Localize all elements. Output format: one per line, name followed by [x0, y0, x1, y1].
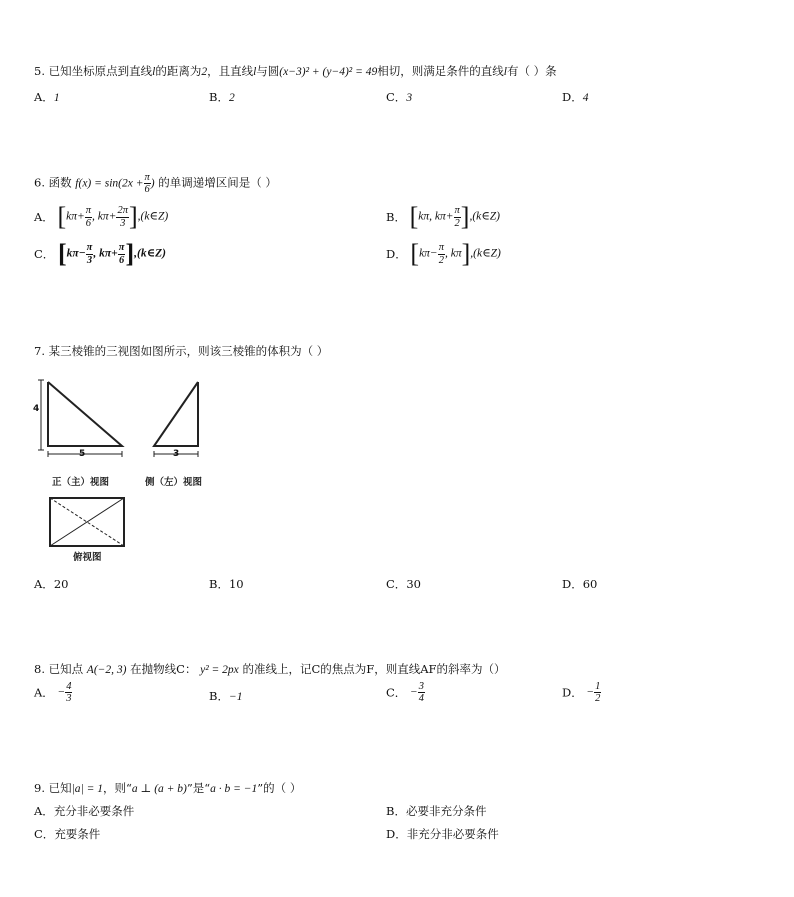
q9-option-a: A．充分非必要条件	[34, 804, 135, 818]
q9-option-c: C．充要条件	[34, 827, 101, 841]
q6-option-a-interval: [kπ+ $\frac{\pi}{6}$ , kπ+ $\frac{2\pi}{3}$ ],(k∈Z)	[57, 202, 169, 231]
q6-option-a: A． [kπ+ $\frac{\pi}{6}$ , kπ+ $\frac{2\pi}{3}$ ],(k∈Z)	[34, 202, 169, 231]
q8-option-a: A． − $\frac{4}{3}$	[34, 681, 72, 705]
q7-front-height-dimension	[38, 380, 44, 450]
q8-option-d: D． − $\frac{1}{2}$	[562, 681, 601, 705]
q7-side-view-label: 侧（左）视图	[145, 477, 203, 488]
q6-option-c-interval: [kπ− $\frac{\pi}{3}$ , kπ+ $\frac{\pi}{6}$ ],(k∈Z)	[57, 239, 166, 268]
q7-three-view-figure	[30, 370, 220, 570]
q9-option-d: D．非充分非必要条件	[386, 827, 499, 841]
q6-option-b-interval: [kπ, kπ+ $\frac{\pi}{2}$ ],(k∈Z)	[409, 202, 501, 231]
q5-option-c: C．3	[386, 90, 413, 104]
q7-top-diagonal	[50, 498, 124, 546]
q8-parabola: y² = 2px	[200, 664, 239, 676]
q7-top-view-label: 俯视图	[73, 552, 102, 563]
q7-height-label: 4	[33, 404, 40, 414]
q7-option-d: D．60	[562, 577, 598, 591]
q8-option-c: C． − $\frac{3}{4}$	[386, 681, 424, 705]
q6-option-d-interval: [kπ− $\frac{\pi}{2}$ , kπ],(k∈Z)	[410, 239, 501, 268]
q9-option-b: B．必要非充分条件	[386, 804, 487, 818]
q5-stem: 5. 已知坐标原点到直线l的距离为2，且直线l与圆(x−3)² + (y−4)² = 49相切，则满足条件的直线l有（ ）条	[34, 64, 557, 78]
q5-option-d: D．4	[562, 90, 589, 104]
q5-circle-equation: (x−3)² + (y−4)² = 49	[279, 66, 378, 78]
q9-condition: |a| = 1	[71, 783, 103, 795]
q7-front-view-label: 正（主）视图	[52, 477, 110, 488]
q5-option-b: B．2	[209, 90, 235, 104]
q7-option-b: B．10	[209, 577, 244, 591]
q7-side-base-label: 3	[173, 449, 180, 459]
q7-option-a: A．20	[34, 577, 69, 591]
q5-option-a: A．1	[34, 90, 60, 104]
q6-option-b: B． [kπ, kπ+ $\frac{\pi}{2}$ ],(k∈Z)	[386, 202, 501, 231]
q7-stem: 7. 某三棱锥的三视图如图所示，则该三棱锥的体积为（ ）	[34, 344, 329, 358]
q7-side-view	[154, 382, 198, 446]
q6-option-c: C． [kπ− $\frac{\pi}{3}$ , kπ+ $\frac{\pi}{6}$ ],(k∈Z)	[34, 239, 166, 268]
q9-dot-product: a · b = −1	[210, 783, 258, 795]
q6-stem: 6. 函数 f(x) = sin(2x + $\frac{\pi}{6}$ ) 的单调递增区间是（ ）	[34, 172, 277, 196]
q7-front-base-label: 5	[79, 449, 86, 459]
q8-point: A(−2, 3)	[86, 664, 127, 676]
q9-perpendicular: a ⊥ (a + b)	[131, 783, 187, 795]
q7-front-view	[48, 382, 122, 446]
q7-option-c: C．30	[386, 577, 421, 591]
q8-option-b: B．−1	[209, 689, 243, 703]
q6-option-d: D． [kπ− $\frac{\pi}{2}$ , kπ],(k∈Z)	[386, 239, 501, 268]
q8-stem: 8. 已知点 A(−2, 3) 在抛物线C： y² = 2px 的准线上，记C的焦点为F，则直线AF的斜率为（）	[34, 662, 506, 676]
q9-stem: 9. 已知|a| = 1，则“a ⊥ (a + b)”是“a · b = −1”的（ ）	[34, 781, 302, 795]
